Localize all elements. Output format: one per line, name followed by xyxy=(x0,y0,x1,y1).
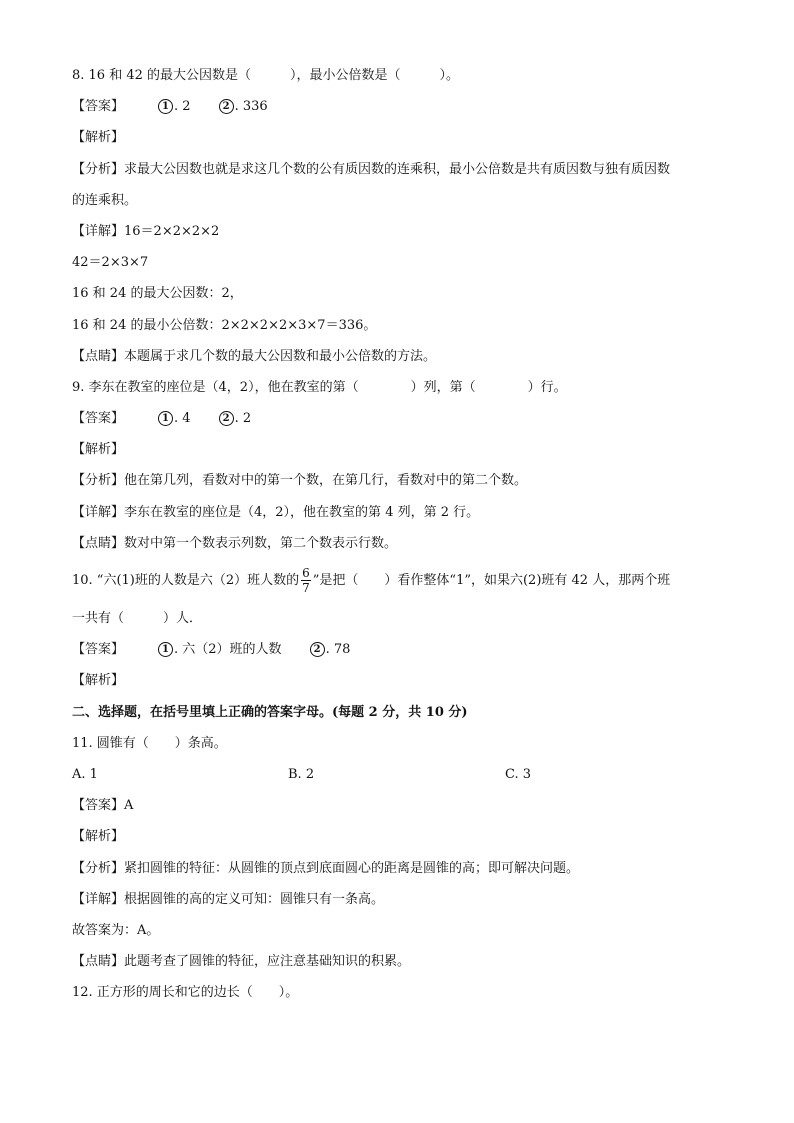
q8-stem: 8. 16 和 42 的最大公因数是（ ），最小公倍数是（ ）。 xyxy=(72,68,460,83)
q10-stem-1: 10. “六(1)班的人数是六（2）班人数的 $\frac{6}{7}$ ”是把（ ）看作整体“1”，如果六(2)班有 42 人，那两个班 xyxy=(72,566,671,595)
q9-answer-2: . 2 xyxy=(234,411,252,427)
note-tag: 【点睛】 xyxy=(72,954,125,970)
q9-stem: 9. 李东在教室的座位是（4，2），他在教室的第（ ）列，第（ ）行。 xyxy=(72,379,567,395)
q11-answer: 【答案】A xyxy=(72,798,134,814)
q8-analysis-1: 【分析】求最大公因数也就是求这几个数的公有质因数的连乘积，最小公倍数是共有质因数与独有质因数 xyxy=(72,161,671,177)
analysis-tag: 【分析】 xyxy=(72,161,125,177)
q11-conclusion: 故答案为：A。 xyxy=(72,922,160,938)
analysis-tag: 【分析】 xyxy=(72,473,125,489)
q10-answer xyxy=(72,634,732,665)
answer-tag: 【答案】 xyxy=(72,99,125,115)
fraction xyxy=(301,566,311,595)
detail-tag: 【详解】 xyxy=(72,504,125,520)
circled-number-1: 1 xyxy=(158,411,173,426)
option-c: C. 3 xyxy=(505,766,532,782)
q8-answer-1: . 2 xyxy=(174,99,191,115)
q9-answer-1: . 4 xyxy=(174,411,191,427)
q11-note: 【点睛】此题考查了圆锥的特征，应注意基础知识的积累。 xyxy=(72,954,411,970)
q10-answer-2: . 78 xyxy=(325,642,351,658)
circled-number-1: 1 xyxy=(158,642,173,657)
q11-analysis: 【分析】紧扣圆锥的特征：从圆锥的顶点到底面圆心的距离是圆锥的高；即可解决问题。 xyxy=(72,860,580,876)
q8-detail-2: 42＝2×3×7 xyxy=(72,255,149,271)
document-page xyxy=(72,60,732,1008)
q9-detail: 【详解】李东在教室的座位是（4，2），他在教室的第 4 列，第 2 行。 xyxy=(72,504,480,520)
q8-detail-4: 16 和 24 的最小公倍数：2×2×2×2×3×7＝336。 xyxy=(72,317,377,333)
q10-jiexi: 【解析】 xyxy=(72,673,125,689)
fraction-denominator: 7 xyxy=(302,581,310,595)
q10-answer-1: . 六（2）班的人数 xyxy=(174,642,282,658)
note-tag: 【点睛】 xyxy=(72,535,125,551)
q8-analysis-2: 的连乘积。 xyxy=(72,192,138,208)
q9-answer xyxy=(72,403,732,434)
q9-analysis: 【分析】他在第几列，看数对中的第一个数，在第几行，看数对中的第二个数。 xyxy=(72,473,528,489)
circled-number-1: 1 xyxy=(158,99,173,114)
section-title: 二、选择题，在括号里填上正确的答案字母。(每题 2 分，共 10 分) xyxy=(72,704,468,720)
circled-number-2: 2 xyxy=(310,642,325,657)
q8-answer-2: . 336 xyxy=(234,99,268,115)
q11-stem: 11. 圆锥有（ ）条高。 xyxy=(72,735,227,751)
q11-detail: 【详解】根据圆锥的高的定义可知：圆锥只有一条高。 xyxy=(72,891,385,907)
answer-tag: 【答案】 xyxy=(72,642,125,658)
fraction-numerator: 6 xyxy=(302,566,310,580)
option-a: A. 1 xyxy=(72,766,98,782)
detail-tag: 【详解】 xyxy=(72,223,125,239)
option-b: B. 2 xyxy=(288,766,315,782)
analysis-tag: 【分析】 xyxy=(72,860,125,876)
q10-stem-2: 一共有（ ）人． xyxy=(72,611,203,626)
circled-number-2: 2 xyxy=(219,99,234,114)
circled-number-2: 2 xyxy=(219,411,234,426)
q8-answer xyxy=(72,91,732,122)
detail-tag: 【详解】 xyxy=(72,891,125,907)
q8-detail-3: 16 和 24 的最大公因数：2， xyxy=(72,286,243,302)
q8-note: 【点睛】本题属于求几个数的最大公因数和最小公倍数的方法。 xyxy=(72,348,437,364)
q11-jiexi: 【解析】 xyxy=(72,829,125,845)
q9-jiexi: 【解析】 xyxy=(72,442,125,458)
answer-tag: 【答案】 xyxy=(72,411,125,427)
answer-tag: 【答案】 xyxy=(72,798,125,814)
q8-jiexi: 【解析】 xyxy=(72,130,125,146)
q12-stem: 12. 正方形的周长和它的边长（ ）。 xyxy=(72,985,299,1001)
note-tag: 【点睛】 xyxy=(72,348,125,364)
q9-note: 【点睛】数对中第一个数表示列数，第二个数表示行数。 xyxy=(72,535,398,551)
q11-options xyxy=(72,759,732,790)
q8-detail-1: 【详解】16＝2×2×2×2 xyxy=(72,223,220,239)
